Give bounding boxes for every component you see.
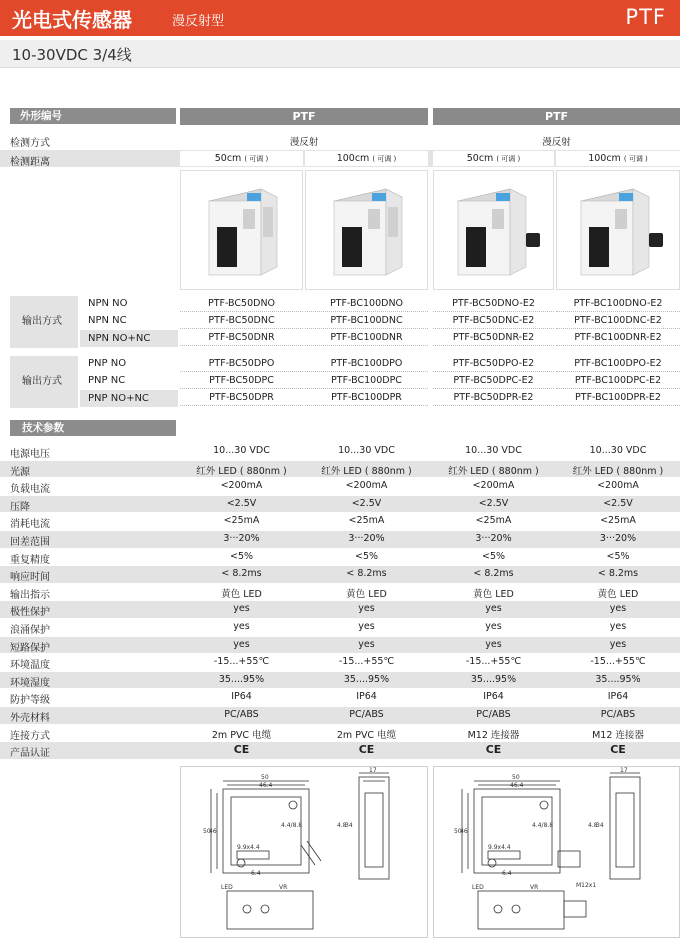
model-number-cell: PTF-BC50DPC-E2 (433, 373, 554, 389)
tech-param-value: CE (233, 743, 250, 757)
tech-param-label: 连接方式 (10, 730, 50, 742)
tech-param-value: <2.5V (351, 497, 382, 509)
sensor-image (557, 171, 679, 289)
tech-param-label: 消耗电流 (10, 519, 50, 531)
svg-text:9.9x4.4: 9.9x4.4 (237, 844, 260, 851)
tech-param-value: <5% (606, 550, 630, 562)
group1-header: PTF (180, 108, 428, 125)
tech-param-row (0, 531, 680, 548)
svg-text:34: 34 (345, 822, 353, 829)
model-number-cell: PTF-BC100DPO-E2 (556, 356, 680, 372)
tech-param-value: < 8.2ms (346, 568, 387, 580)
tech-param-value: yes (485, 638, 502, 650)
dimension-drawing-connector (433, 766, 680, 938)
tech-param-label: 电源电压 (10, 449, 50, 460)
tech-param-value: 黄色 LED (473, 588, 514, 600)
model-number-cell: PTF-BC100DPC-E2 (556, 373, 680, 389)
tech-param-label: 输出指示 (10, 589, 50, 601)
dimension-drawing-cable (180, 766, 428, 938)
tech-param-row (0, 619, 680, 636)
product-photo-3 (433, 170, 554, 290)
tech-param-label: 短路保护 (10, 642, 50, 654)
npn-type-1: NPN NC (80, 313, 178, 329)
model-number-cell: PTF-BC50DPO (180, 356, 303, 372)
tech-param-value: <25mA (348, 515, 385, 527)
tech-param-row (0, 725, 680, 742)
detect-mode-label: 检测方式 (10, 138, 50, 149)
voltage-banner (0, 40, 680, 68)
tech-param-value: 红外 LED ( 880nm ) (196, 465, 287, 477)
svg-text:6.4: 6.4 (502, 870, 512, 877)
tech-param-value: IP64 (231, 691, 252, 703)
tech-param-value: <5% (354, 550, 379, 562)
tech-param-value: <200mA (472, 480, 515, 492)
distance-cell-1: 50cm ( 可调 ) (180, 151, 303, 166)
tech-param-value: yes (358, 603, 375, 615)
tech-param-value: <200mA (220, 480, 263, 492)
tech-param-value: -15...+55℃ (465, 656, 522, 668)
column-header-row (0, 108, 680, 125)
tech-param-row (0, 742, 680, 759)
page-subtitle: 漫反射型 (172, 14, 225, 29)
model-number-cell: PTF-BC100DNO (305, 296, 428, 312)
tech-param-label: 环境湿度 (10, 677, 50, 689)
tech-param-value: yes (233, 638, 250, 650)
tech-param-value: <200mA (345, 480, 388, 492)
tech-param-label: 浪涌保护 (10, 625, 50, 636)
model-number-cell: PTF-BC50DNR (180, 330, 303, 346)
svg-text:4.4/8.8: 4.4/8.8 (281, 822, 303, 829)
tech-param-value: <2.5V (478, 497, 509, 509)
model-number-cell: PTF-BC50DPC (180, 373, 303, 389)
tech-param-value: <5% (481, 550, 506, 562)
tech-param-value: 红外 LED ( 880nm ) (572, 465, 664, 477)
npn-type-0: NPN NO (88, 298, 128, 309)
tech-param-value: yes (609, 603, 627, 615)
tech-param-label: 产品认证 (10, 748, 50, 760)
tech-param-value: <25mA (223, 515, 260, 527)
pnp-type-2: PNP NO+NC (80, 390, 178, 407)
svg-text:VR: VR (530, 884, 539, 891)
distance-cell-2: 100cm ( 可调 ) (305, 151, 428, 166)
tech-param-label: 环境温度 (10, 660, 50, 672)
voltage-label: 10-30VDC 3/4线 (12, 46, 132, 64)
tech-param-row (0, 566, 680, 583)
tech-param-value: yes (609, 638, 627, 650)
model-number-cell: PTF-BC100DNC (305, 313, 428, 329)
model-number-cell: PTF-BC50DPR (180, 390, 303, 406)
tech-param-row (0, 637, 680, 654)
tech-param-row (0, 443, 680, 460)
tech-param-value: 3···20% (475, 533, 512, 544)
tech-param-value: <2.5V (226, 497, 257, 509)
tech-param-label: 响应时间 (10, 572, 50, 584)
svg-text:9.9x4.4: 9.9x4.4 (488, 844, 511, 851)
svg-text:17: 17 (369, 767, 377, 774)
model-number-cell: PTF-BC100DNR-E2 (556, 330, 680, 346)
tech-param-value: yes (485, 603, 502, 615)
page-title: 光电式传感器 (12, 8, 132, 32)
detect-mode-group1: 漫反射 (289, 137, 319, 148)
product-photo-4 (556, 170, 680, 290)
tech-param-value: <5% (229, 550, 254, 562)
svg-text:50: 50 (261, 774, 269, 781)
cable-version-drawing (181, 767, 427, 937)
svg-text:46.4: 46.4 (510, 782, 524, 789)
tech-param-value: yes (609, 621, 627, 632)
tech-param-value: 35....95% (470, 673, 517, 685)
model-number-cell: PTF-BC50DNO (180, 296, 303, 312)
product-photo-1 (180, 170, 303, 290)
tech-param-value: -15...+55℃ (590, 656, 646, 668)
tech-param-row (0, 478, 680, 495)
svg-text:6.4: 6.4 (251, 870, 261, 877)
tech-param-value: < 8.2ms (473, 568, 514, 580)
svg-text:46: 46 (460, 828, 468, 835)
model-number-cell: PTF-BC50DPR-E2 (433, 390, 554, 406)
tech-param-label: 回差范围 (10, 537, 50, 548)
svg-text:4.8: 4.8 (337, 822, 347, 829)
tech-param-row (0, 672, 680, 689)
svg-text:50: 50 (454, 828, 462, 835)
model-number-cell: PTF-BC100DPO (305, 356, 428, 372)
tech-param-row (0, 707, 680, 724)
tech-param-value: 2m PVC 电缆 (211, 729, 272, 741)
tech-param-label: 负载电流 (10, 484, 50, 496)
tech-param-value: 10...30 VDC (338, 445, 395, 456)
svg-text:50: 50 (512, 774, 520, 781)
model-number-cell: PTF-BC100DNR (305, 330, 428, 346)
tech-param-value: 3···20% (223, 533, 260, 544)
shape-code-header: 外形编号 (10, 108, 176, 124)
tech-param-value: 黄色 LED (597, 588, 639, 600)
group2-header: PTF (433, 108, 680, 125)
tech-param-label: 极性保护 (10, 607, 50, 619)
tech-param-value: <200mA (597, 480, 639, 492)
detect-mode-group2: 漫反射 (542, 137, 571, 148)
tech-param-value: 35....95% (343, 673, 390, 685)
tech-param-value: 10...30 VDC (213, 445, 270, 456)
tech-param-value: PC/ABS (349, 709, 384, 720)
tech-param-value: 2m PVC 电缆 (336, 729, 397, 741)
tech-param-value: CE (485, 743, 502, 757)
output-mode-label-pnp: 输出方式 (10, 356, 78, 408)
tech-param-value: 3···20% (348, 533, 385, 544)
tech-param-row (0, 584, 680, 601)
tech-param-row (0, 513, 680, 530)
tech-param-value: < 8.2ms (221, 568, 262, 580)
tech-param-row (0, 496, 680, 513)
svg-text:46.4: 46.4 (259, 782, 273, 789)
tech-param-value: yes (233, 621, 250, 632)
tech-param-value: 黄色 LED (221, 588, 262, 600)
tech-param-value: 10...30 VDC (589, 445, 647, 456)
pnp-type-0: PNP NO (88, 358, 127, 369)
tech-param-row (0, 461, 680, 478)
model-number-cell: PTF-BC50DNR-E2 (433, 330, 554, 346)
tech-param-value: <2.5V (603, 497, 633, 509)
tech-param-value: CE (610, 743, 626, 757)
tech-param-value: -15...+55℃ (213, 656, 270, 668)
model-number-cell: PTF-BC100DPR-E2 (556, 390, 680, 406)
distance-cell-4: 100cm ( 可调 ) (556, 151, 680, 166)
tech-param-value: 红外 LED ( 880nm ) (448, 465, 539, 477)
tech-param-value: PC/ABS (224, 709, 259, 720)
tech-param-label: 重复精度 (10, 554, 50, 566)
svg-text:LED: LED (221, 884, 233, 891)
model-number-cell: PTF-BC100DNO-E2 (556, 296, 680, 312)
distance-cell-3: 50cm ( 可调 ) (433, 151, 554, 166)
tech-param-value: yes (358, 621, 375, 632)
svg-text:50: 50 (203, 828, 211, 835)
tech-param-value: 红外 LED ( 880nm ) (321, 465, 412, 477)
model-number-cell: PTF-BC100DPR (305, 390, 428, 406)
brand-label: PTF (625, 5, 666, 29)
tech-param-value: M12 连接器 (467, 729, 520, 741)
svg-text:34: 34 (596, 822, 604, 829)
tech-param-label: 压降 (10, 501, 30, 513)
tech-param-value: M12 连接器 (592, 729, 644, 741)
svg-text:46: 46 (209, 828, 217, 835)
tech-param-value: PC/ABS (476, 709, 511, 720)
tech-param-row (0, 654, 680, 671)
tech-param-value: IP64 (356, 691, 377, 703)
model-number-cell: PTF-BC100DPC (305, 373, 428, 389)
model-number-cell: PTF-BC50DNO-E2 (433, 296, 554, 312)
tech-param-value: yes (358, 638, 375, 650)
tech-param-label: 防护等级 (10, 695, 50, 707)
top-banner (0, 0, 680, 36)
tech-param-value: <25mA (475, 515, 512, 527)
sensor-image (306, 171, 427, 289)
sensor-image (434, 171, 553, 289)
svg-text:4.8: 4.8 (588, 822, 598, 829)
tech-param-value: 10...30 VDC (465, 445, 522, 456)
tech-param-value: -15...+55℃ (338, 656, 395, 668)
tech-param-value: <25mA (600, 515, 636, 527)
tech-param-value: PC/ABS (600, 709, 636, 720)
detect-distance-label: 检测距离 (10, 157, 50, 168)
svg-text:M12x1: M12x1 (576, 882, 597, 889)
detect-mode-row (0, 132, 680, 148)
model-number-cell: PTF-BC50DNC (180, 313, 303, 329)
tech-param-label: 光源 (10, 466, 30, 478)
output-mode-label-npn: 输出方式 (10, 296, 78, 348)
product-photo-2 (305, 170, 428, 290)
svg-text:LED: LED (472, 884, 484, 891)
tech-param-value: yes (485, 621, 502, 632)
pnp-type-1: PNP NC (88, 375, 126, 386)
tech-param-value: 35....95% (218, 673, 265, 685)
model-number-cell: PTF-BC100DNC-E2 (556, 313, 680, 329)
tech-param-value: 3···20% (599, 533, 637, 544)
svg-text:VR: VR (279, 884, 288, 891)
sensor-image (181, 171, 302, 289)
tech-param-value: 35....95% (595, 673, 641, 685)
detect-distance-row (0, 150, 680, 167)
tech-param-value: IP64 (607, 691, 629, 703)
tech-param-value: CE (358, 743, 375, 757)
tech-param-value: yes (233, 603, 250, 615)
tech-params-header: 技术参数 (10, 420, 176, 436)
model-number-cell: PTF-BC50DNC-E2 (433, 313, 554, 329)
svg-text:4.4/8.8: 4.4/8.8 (532, 822, 554, 829)
model-number-cell: PTF-BC50DPO-E2 (433, 356, 554, 372)
tech-param-value: IP64 (483, 691, 504, 703)
tech-param-value: 黄色 LED (346, 588, 387, 600)
npn-type-2: NPN NO+NC (80, 330, 178, 347)
tech-param-row (0, 549, 680, 566)
tech-param-row (0, 689, 680, 706)
svg-text:17: 17 (620, 767, 628, 774)
tech-param-label: 外壳材料 (10, 713, 50, 724)
tech-param-row (0, 601, 680, 618)
connector-version-drawing (434, 767, 679, 937)
tech-param-value: < 8.2ms (597, 568, 639, 580)
